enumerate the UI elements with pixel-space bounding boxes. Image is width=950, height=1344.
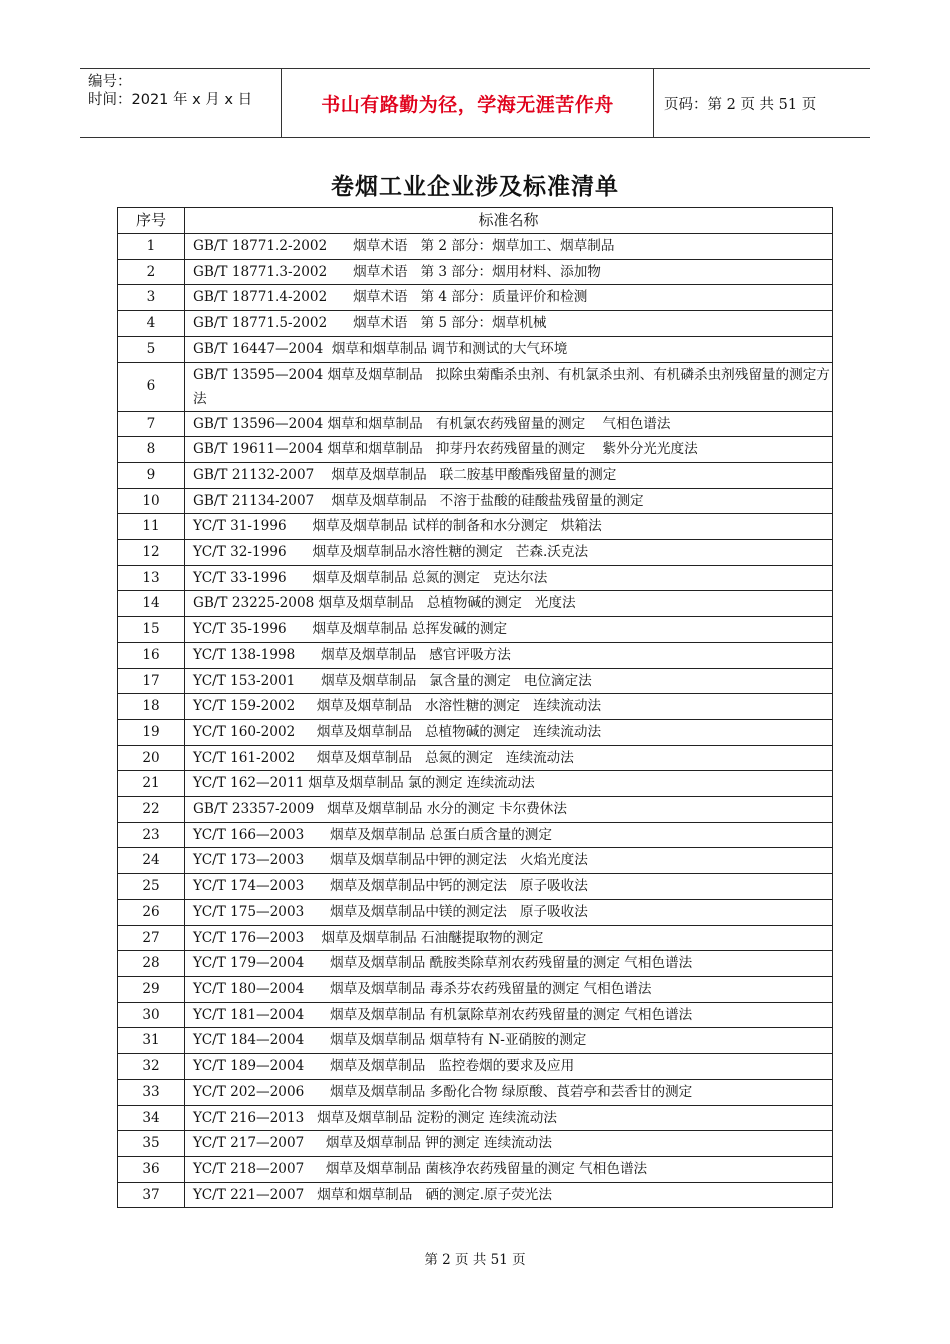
page-footer: 第 2 页 共 51 页 xyxy=(424,1252,526,1268)
row-number: 33 xyxy=(118,1079,185,1105)
row-standard-name: YC/T 33-1996 烟草及烟草制品 总氮的测定 克达尔法 xyxy=(185,565,833,591)
row-standard-name: YC/T 32-1996 烟草及烟草制品水溶性糖的测定 芒森.沃克法 xyxy=(185,540,833,566)
table-row xyxy=(118,591,833,617)
row-standard-name: YC/T 176—2003 烟草及烟草制品 石油醚提取物的测定 xyxy=(185,925,833,951)
row-number: 10 xyxy=(118,488,185,514)
row-standard-name: YC/T 202—2006 烟草及烟草制品 多酚化合物 绿原酸、莨菪亭和芸香甘的测定 xyxy=(185,1079,833,1105)
row-standard-name: YC/T 166—2003 烟草及烟草制品 总蛋白质含量的测定 xyxy=(185,822,833,848)
row-standard-name: GB/T 16447—2004 烟草和烟草制品 调节和测试的大气环境 xyxy=(185,336,833,362)
row-standard-name: GB/T 21132-2007 烟草及烟草制品 联二胺基甲酸酯残留量的测定 xyxy=(185,462,833,488)
row-number: 7 xyxy=(118,411,185,437)
table-row xyxy=(118,1131,833,1157)
row-standard-name: YC/T 173—2003 烟草及烟草制品中钾的测定法 火焰光度法 xyxy=(185,848,833,874)
row-number: 23 xyxy=(118,822,185,848)
row-number: 13 xyxy=(118,565,185,591)
row-standard-name: YC/T 179—2004 烟草及烟草制品 酰胺类除草剂农药残留量的测定 气相色谱法 xyxy=(185,951,833,977)
row-standard-name: GB/T 18771.3-2002 烟草术语 第 3 部分：烟用材料、添加物 xyxy=(185,259,833,285)
table-body xyxy=(118,234,833,1208)
row-number: 31 xyxy=(118,1028,185,1054)
table-row xyxy=(118,797,833,823)
table-row xyxy=(118,925,833,951)
table-row xyxy=(118,642,833,668)
row-number: 18 xyxy=(118,694,185,720)
row-standard-name: GB/T 18771.5-2002 烟草术语 第 5 部分：烟草机械 xyxy=(185,311,833,337)
row-number: 27 xyxy=(118,925,185,951)
row-number: 1 xyxy=(118,234,185,260)
row-standard-name: YC/T 138-1998 烟草及烟草制品 感官评吸方法 xyxy=(185,642,833,668)
row-number: 15 xyxy=(118,617,185,643)
header-standard-name: 标准名称 xyxy=(185,208,833,234)
row-number: 28 xyxy=(118,951,185,977)
row-number: 25 xyxy=(118,874,185,900)
table-row xyxy=(118,437,833,463)
table-row xyxy=(118,745,833,771)
row-standard-name: YC/T 162—2011 烟草及烟草制品 氯的测定 连续流动法 xyxy=(185,771,833,797)
table-row xyxy=(118,540,833,566)
table-row xyxy=(118,234,833,260)
row-number: 5 xyxy=(118,336,185,362)
row-number: 35 xyxy=(118,1131,185,1157)
row-standard-name: YC/T 221—2007 烟草和烟草制品 硒的测定.原子荧光法 xyxy=(185,1182,833,1208)
table-row xyxy=(118,514,833,540)
row-number: 14 xyxy=(118,591,185,617)
row-standard-name: GB/T 18771.4-2002 烟草术语 第 4 部分：质量评价和检测 xyxy=(185,285,833,311)
table-row xyxy=(118,1182,833,1208)
header-meta xyxy=(80,69,282,137)
table-row xyxy=(118,617,833,643)
row-standard-name: YC/T 175—2003 烟草及烟草制品中镁的测定法 原子吸收法 xyxy=(185,899,833,925)
table-row xyxy=(118,1156,833,1182)
document-title: 卷烟工业企业涉及标准清单 xyxy=(331,173,619,200)
table-row xyxy=(118,285,833,311)
table-row xyxy=(118,311,833,337)
table-header-row xyxy=(118,208,833,234)
row-number: 19 xyxy=(118,719,185,745)
row-number: 9 xyxy=(118,462,185,488)
row-standard-name: YC/T 218—2007 烟草及烟草制品 菌核净农药残留量的测定 气相色谱法 xyxy=(185,1156,833,1182)
row-standard-name: YC/T 174—2003 烟草及烟草制品中钙的测定法 原子吸收法 xyxy=(185,874,833,900)
table-row xyxy=(118,1028,833,1054)
table-row xyxy=(118,565,833,591)
table-row xyxy=(118,951,833,977)
row-number: 16 xyxy=(118,642,185,668)
row-number: 29 xyxy=(118,976,185,1002)
row-number: 22 xyxy=(118,797,185,823)
row-number: 32 xyxy=(118,1054,185,1080)
row-standard-name: YC/T 184—2004 烟草及烟草制品 烟草特有 N-亚硝胺的测定 xyxy=(185,1028,833,1054)
table-row xyxy=(118,1002,833,1028)
table-row xyxy=(118,488,833,514)
header-seq: 序号 xyxy=(118,208,185,234)
row-standard-name: GB/T 21134-2007 烟草及烟草制品 不溶于盐酸的硅酸盐残留量的测定 xyxy=(185,488,833,514)
row-number: 3 xyxy=(118,285,185,311)
header-page-info: 页码：第 2 页 共 51 页 xyxy=(664,96,817,113)
row-number: 26 xyxy=(118,899,185,925)
row-number: 11 xyxy=(118,514,185,540)
row-number: 37 xyxy=(118,1182,185,1208)
table-row xyxy=(118,668,833,694)
table-row xyxy=(118,822,833,848)
row-number: 34 xyxy=(118,1105,185,1131)
page-header xyxy=(80,68,870,138)
row-standard-name: YC/T 216—2013 烟草及烟草制品 淀粉的测定 连续流动法 xyxy=(185,1105,833,1131)
row-standard-name: YC/T 153-2001 烟草及烟草制品 氯含量的测定 电位滴定法 xyxy=(185,668,833,694)
row-standard-name: YC/T 159-2002 烟草及烟草制品 水溶性糖的测定 连续流动法 xyxy=(185,694,833,720)
standards-table xyxy=(117,207,833,1208)
row-standard-name: YC/T 180—2004 烟草及烟草制品 毒杀芬农药残留量的测定 气相色谱法 xyxy=(185,976,833,1002)
row-standard-name: YC/T 161-2002 烟草及烟草制品 总氮的测定 连续流动法 xyxy=(185,745,833,771)
row-number: 21 xyxy=(118,771,185,797)
row-number: 2 xyxy=(118,259,185,285)
table-row xyxy=(118,259,833,285)
row-standard-name: YC/T 189—2004 烟草及烟草制品 监控卷烟的要求及应用 xyxy=(185,1054,833,1080)
row-number: 36 xyxy=(118,1156,185,1182)
table-row xyxy=(118,336,833,362)
table-row xyxy=(118,719,833,745)
row-standard-name: GB/T 23357-2009 烟草及烟草制品 水分的测定 卡尔费休法 xyxy=(185,797,833,823)
row-standard-name: GB/T 23225-2008 烟草及烟草制品 总植物碱的测定 光度法 xyxy=(185,591,833,617)
table-row xyxy=(118,1105,833,1131)
row-number: 20 xyxy=(118,745,185,771)
row-standard-name: YC/T 35-1996 烟草及烟草制品 总挥发碱的测定 xyxy=(185,617,833,643)
table-row xyxy=(118,411,833,437)
table-row xyxy=(118,1079,833,1105)
table-row xyxy=(118,362,833,411)
header-motto: 书山有路勤为径，学海无涯苦作舟 xyxy=(282,69,654,137)
row-number: 17 xyxy=(118,668,185,694)
header-time: 时间：2021 年 x 月 x 日 xyxy=(88,92,253,108)
table-row xyxy=(118,694,833,720)
row-number: 24 xyxy=(118,848,185,874)
table-row xyxy=(118,771,833,797)
row-standard-name: GB/T 18771.2-2002 烟草术语 第 2 部分：烟草加工、烟草制品 xyxy=(185,234,833,260)
row-standard-name: YC/T 31-1996 烟草及烟草制品 试样的制备和水分测定 烘箱法 xyxy=(185,514,833,540)
table-row xyxy=(118,462,833,488)
row-number: 30 xyxy=(118,1002,185,1028)
row-standard-name: YC/T 217—2007 烟草及烟草制品 钾的测定 连续流动法 xyxy=(185,1131,833,1157)
table-row xyxy=(118,848,833,874)
table-row xyxy=(118,1054,833,1080)
row-number: 6 xyxy=(118,362,185,411)
row-standard-name: GB/T 19611—2004 烟草和烟草制品 抑芽丹农药残留量的测定 紫外分光光度法 xyxy=(185,437,833,463)
row-standard-name: GB/T 13596—2004 烟草和烟草制品 有机氯农药残留量的测定 气相色谱法 xyxy=(185,411,833,437)
row-standard-name: YC/T 181—2004 烟草及烟草制品 有机氯除草剂农药残留量的测定 气相色谱法 xyxy=(185,1002,833,1028)
table-row xyxy=(118,874,833,900)
row-number: 8 xyxy=(118,437,185,463)
header-code: 编号： xyxy=(88,74,132,90)
table-row xyxy=(118,976,833,1002)
table-row xyxy=(118,899,833,925)
row-standard-name: YC/T 160-2002 烟草及烟草制品 总植物碱的测定 连续流动法 xyxy=(185,719,833,745)
row-number: 4 xyxy=(118,311,185,337)
row-standard-name: GB/T 13595—2004 烟草及烟草制品 拟除虫菊酯杀虫剂、有机氯杀虫剂、有机磷杀虫剂残留量的测定方法 xyxy=(185,362,833,411)
row-number: 12 xyxy=(118,540,185,566)
